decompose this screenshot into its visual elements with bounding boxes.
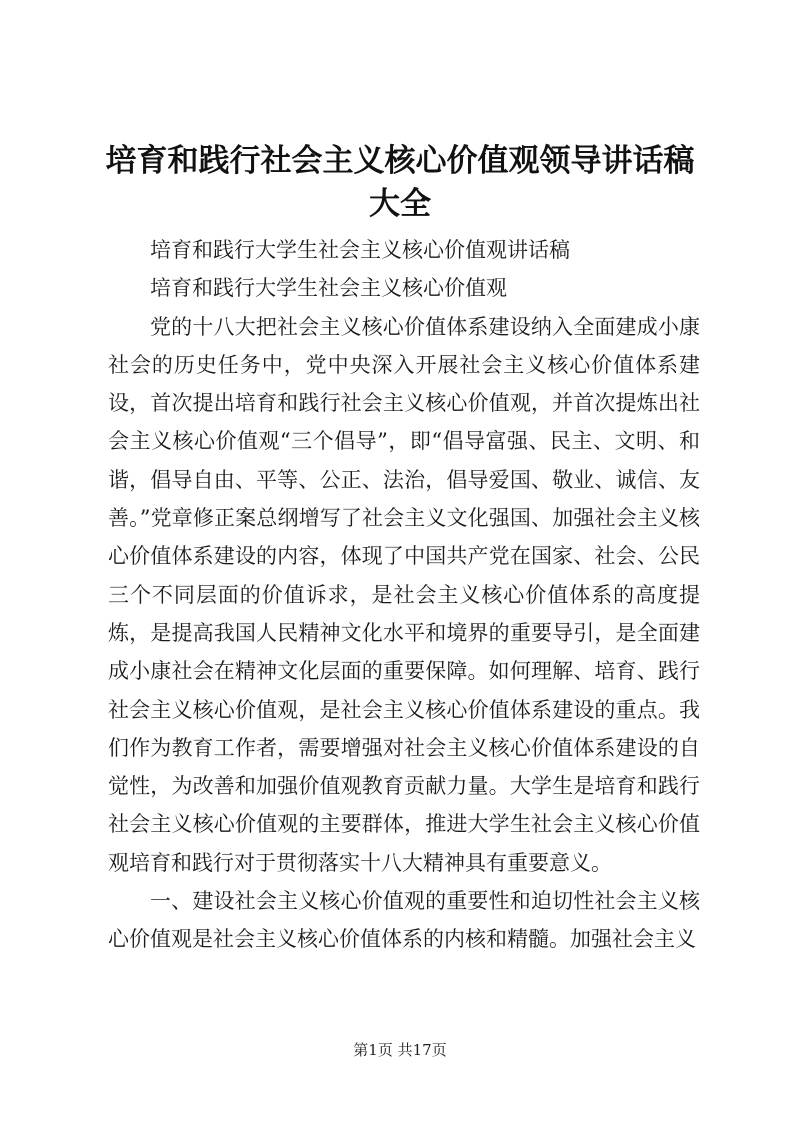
body-paragraph: 党的十八大把社会主义核心价值体系建设纳入全面建成小康社会的历史任务中，党中央深入开展社会主义核心价值体系建设，首次提出培育和践行社会主义核心价值观，并首次提炼出社会主义核心价值观“三个倡导”，即“倡导富强、民主、文明、和谐，倡导自由、平等、公正、法治，倡导爱国、敬业、诚信、友善。”党章修正案总纲增写了社会主义文化强国、加强社会主义核心价值体系建设的内容，体现了中国共产党在国家、社会、公民三个不同层面的价值诉求，是社会主义核心价值体系的高度提炼，是提高我国人民精神文化水平和境界的重要导引，是全面建成小康社会在精神文化层面的重要保障。如何理解、培育、践行社会主义核心价值观，是社会主义核心价值体系建设的重点。我们作为教育工作者，需要增强对社会主义核心价值体系建设的自觉性，为改善和加强价值观教育贡献力量。大学生是培育和践行社会主义核心价值观的主要群体，推进大学生社会主义核心价值观培育和践行对于贯彻落实十八大精神具有重要意义。 [108, 314, 700, 875]
heading-paragraph: 培育和践行大学生社会主义核心价值观 [150, 276, 507, 301]
subtitle-paragraph: 培育和践行大学生社会主义核心价值观讲话稿 [150, 238, 570, 262]
document-body [108, 231, 700, 959]
page-footer: 第1页 共17页 [353, 1041, 447, 1059]
document-title: 培育和践行社会主义核心价值观领导讲话稿大全 [105, 143, 695, 222]
section-paragraph: 一、建设社会主义核心价值观的重要性和迫切性社会主义核心价值观是社会主义核心价值体系的内核和精髓。加强社会主义 [108, 889, 700, 952]
